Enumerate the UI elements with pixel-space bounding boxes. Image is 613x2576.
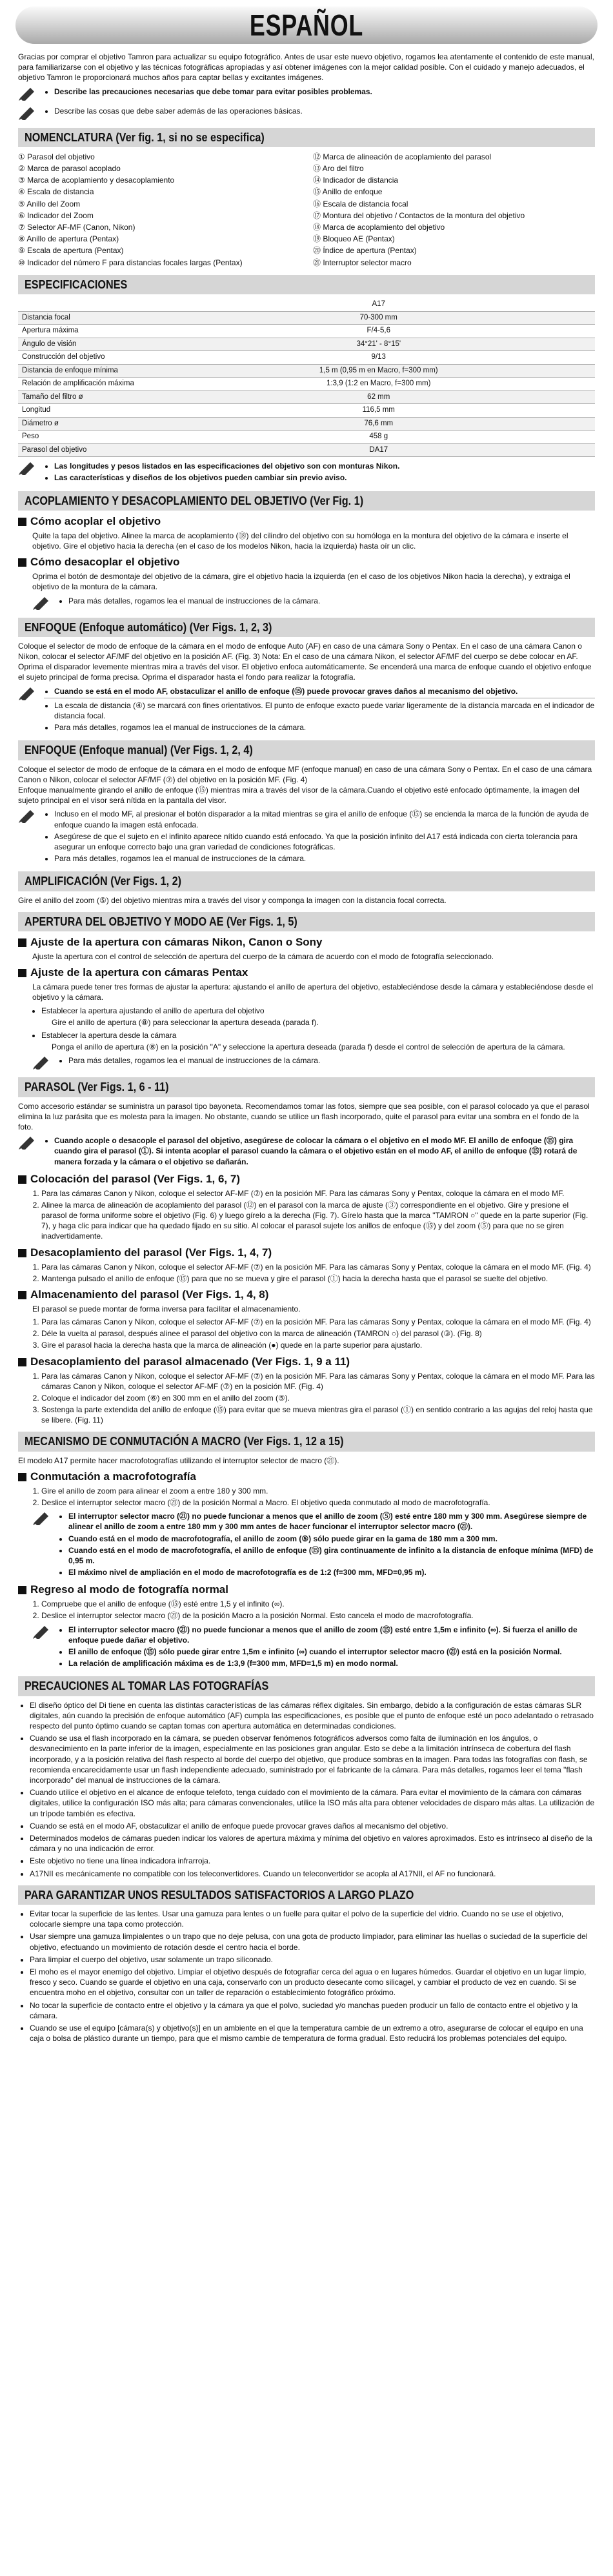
step-item: 1. Gire el anillo de zoom para alinear el zoom a entre 180 y 300 mm. (41, 1486, 595, 1496)
pen-icon (18, 461, 40, 476)
nomenclature-item: ⑲ Bloqueo AE (Pentax) (313, 234, 395, 244)
body-text: Oprima el botón de desmontaje del objetivo de la cámara, gire el objetivo hacia la izquierda (en el caso de los objetivos Nikon hacia la derecha), y extraiga el objetivo de la montura de la cámara. (32, 572, 570, 592)
nomenclature-item: ③ Marca de acoplamiento y desacoplamiento (18, 176, 175, 185)
mf-note (18, 809, 595, 865)
longterm-list (18, 1909, 595, 2044)
nomenclature-item: ⑫ Marca de alineación de acoplamiento del parasol (313, 152, 492, 161)
nomenclature-list (18, 151, 595, 269)
note-item: • El interruptor selector macro (㉑) no puede funcionar a menos que el anillo de zoom (⑮) esté entre 1,5m e infinito (∞). Si fuerza el anillo de enfoque puede dañar el objetivo. (68, 1625, 595, 1645)
nomenclature-item: ⑯ Escala de distancia focal (313, 199, 408, 208)
section-heading: MECANISMO DE CONMUTACIÓN A MACRO (Ver Figs. 1, 12 a 15) (18, 1432, 595, 1451)
pen-icon (32, 596, 54, 611)
spec-value: DA17 (163, 443, 596, 457)
body-text: Coloque el selector de modo de enfoque de la cámara en el modo de enfoque Auto (AF) en caso de una cámara Sony o Pentax. En el caso de una cámara Canon o Nikon, colocar el selector AF/MF del objetivo en la posición AF. (Fig. 3) Nota: En el caso de una cámara Nikon, el selector AF/MF del cuerpo se debe colocar en AF. Oprima el disparador levemente mientras mira a través del visor. El objetivo enfoca automáticamente. Se encenderá una marca de enfoque cuando el objetivo enfoque el sujeto principal de forma precisa. Oprima el disparador hasta el fondo para realizar la fotografía. (18, 641, 592, 682)
table-row (18, 417, 595, 431)
pen-icon (18, 809, 40, 824)
specs-note (18, 461, 595, 484)
table-row (18, 390, 595, 404)
nomenclature-item: ⑩ Indicador del número F para distancias focales largas (Pentax) (18, 258, 243, 267)
note-item: • El interruptor selector macro (㉑) no puede funcionar a menos que el anillo de zoom (⑤) esté entre 180 mm y 300 mm. Asegúrese siempre de alinear el anillo de zoom a entre 180 mm y 300 mm antes de hacer funcionar el interruptor selector macro (㉑). (68, 1511, 595, 1532)
spec-value: 76,6 mm (163, 417, 596, 431)
nomenclature-item: ⑱ Marca de acoplamiento del objetivo (313, 222, 445, 232)
section-heading: APERTURA DEL OBJETIVO Y MODO AE (Ver Figs. 1, 5) (18, 912, 595, 931)
nomenclature-item: ⑬ Aro del filtro (313, 164, 364, 174)
pen-icon (32, 1055, 54, 1071)
body-text: Ajuste la apertura con el control de selección de apertura del cuerpo de la cámara de acuerdo con el modo de fotografía seleccionado. (32, 952, 494, 962)
list-item: • Usar siempre una gamuza limpialentes o un trapo que no deje pelusa, con una gota de producto limpiador, para eliminar las huellas o suciedad de la superficie del objetivo, efectuando un movimiento de rotación desde el centro hacia el borde. (30, 1931, 595, 1952)
nomenclature-item: ⑤ Anillo del Zoom (18, 199, 81, 208)
pen-icon (32, 1625, 54, 1640)
note-item: • Las longitudes y pesos listados en las especificaciones del objetivo son con monturas Nikon. (54, 461, 595, 471)
spec-label: Diámetro ø (18, 417, 163, 431)
list-item: • A17NII es mecánicamente no compatible con los teleconvertidores. Cuando un teleconvertidor se acopla al A17NII, el AF no funcionará. (30, 1869, 595, 1879)
note-item: • Cuando se está en el modo AF, obstaculizar el anillo de enfoque (⑮) puede provocar graves daños al mecanismo del objetivo. (54, 686, 595, 696)
section-heading: ENFOQUE (Enfoque manual) (Ver Figs. 1, 2, 4) (18, 740, 595, 760)
body-text: El parasol se puede montar de forma inversa para facilitar el almacenamiento. (32, 1304, 301, 1313)
note-item: • Asegúrese de que el sujeto en el infinito aparece nítido cuando está enfocado. Ya que la posición infinito del A17 está indicada con cierta tolerancia para asegurar un enfoque correcto bajo una gran variedad de condiciones fotográficas. (54, 831, 595, 852)
body-text: Gire el anillo del zoom (⑤) del objetivo mientras mira a través del visor y componga la imagen con la distancia focal correcta. (18, 895, 447, 905)
note-item: • Describe las precauciones necesarias que debe tomar para evitar posibles problemas. (54, 86, 595, 97)
spec-value: 116,5 mm (163, 404, 596, 418)
note-item: • Para más detalles, rogamos lea el manual de instrucciones de la cámara. (68, 596, 595, 606)
spec-label: Tamaño del filtro ø (18, 390, 163, 404)
intro-text: Gracias por comprar el objetivo Tamron para actualizar su equipo fotográfico. Antes de usar este nuevo objetivo, rogamos lea atentamente el contenido de este manual, para familiarizarse con el objetivo y las técnicas fotográficas apropiadas y así obtener imágenes con la mejor calidad posible. Con el cuidado y manejo adecuados, el objetivo Tamron le proporcionará muchos años para captar bellas y excitantes imágenes. (18, 52, 594, 83)
nomenclature-item: ① Parasol del objetivo (18, 152, 95, 161)
spec-label: Peso (18, 431, 163, 444)
spec-label: Distancia de enfoque mínima (18, 364, 163, 378)
list-item: • Evitar tocar la superficie de las lentes. Usar una gamuza para lentes o un fuelle para quitar el polvo de la superficie del vidrio. Cuando no se use el objetivo, colocarle siempre una tapa como protección. (30, 1909, 595, 1929)
subsection-heading: Almacenamiento del parasol (Ver Figs. 1, 4, 8) (18, 1288, 595, 1303)
page-title: ESPAÑOL (249, 8, 364, 42)
spec-value: 1,5 m (0,95 m en Macro, f=300 mm) (163, 364, 596, 378)
list-item: • Cuando utilice el objetivo en el alcance de enfoque telefoto, tenga cuidado con el movimiento de la cámara. Para evitar el movimiento de la cámara con cámaras digitales, utilice la configuración ISO más alta; para cámaras convencionales, utilice la ISO más alta para obtener velocidades de disparo más altas. La utilización de un trípode también es efectiva. (30, 1787, 595, 1819)
spec-value: F/4-5,6 (163, 325, 596, 338)
table-row (18, 364, 595, 378)
spec-value: 70-300 mm (163, 311, 596, 325)
spec-label: Longitud (18, 404, 163, 418)
spec-value: 62 mm (163, 390, 596, 404)
note-item: • Para más detalles, rogamos lea el manual de instrucciones de la cámara. (54, 853, 595, 864)
note-item: • Incluso en el modo MF, al presionar el botón disparador a la mitad mientras se gira el anillo de enfoque (⑮) se encienda la marca de la función de ayuda de enfoque cuando la imagen está enfocada. (54, 809, 595, 829)
table-row (18, 404, 595, 418)
section-heading: ENFOQUE (Enfoque automático) (Ver Figs. 1, 2, 3) (18, 618, 595, 637)
spec-model: A17 (163, 298, 596, 311)
list-item: • Cuando se está en el modo AF, obstaculizar el anillo de enfoque puede provocar graves daños al mecanismo del objetivo. (30, 1821, 595, 1831)
spec-label: Construcción del objetivo (18, 351, 163, 365)
body-text: Gire el anillo de apertura (⑧) para seleccionar la apertura deseada (parada f). (52, 1017, 319, 1027)
spec-value: 34°21' - 8°15' (163, 338, 596, 351)
list-item: • Para limpiar el cuerpo del objetivo, usar solamente un trapo siliconado. (30, 1954, 595, 1965)
subsection-heading: Regreso al modo de fotografía normal (18, 1583, 595, 1597)
table-row (18, 325, 595, 338)
subsection-heading: Desacoplamiento del parasol almacenado (Ver Figs. 1, 9 a 11) (18, 1355, 595, 1370)
note-item: • La escala de distancia (④) se marcará con fines orientativos. El punto de enfoque exacto puede variar ligeramente de la distancia marcada en el indicador de distancia focal. (54, 700, 595, 721)
spec-value: 1:3,9 (1:2 en Macro, f=300 mm) (163, 378, 596, 391)
note-item: • Para más detalles, rogamos lea el manual de instrucciones de la cámara. (68, 1055, 595, 1066)
nomenclature-item: ⑥ Indicador del Zoom (18, 210, 94, 220)
section-heading: NOMENCLATURA (Ver fig. 1, si no se especifica) (18, 128, 595, 147)
list-item: • Establecer la apertura desde la cámara (41, 1030, 595, 1040)
list-item: • Cuando se usa el flash incorporado en la cámara, se pueden observar fenómenos fotográficos adversos como falta de iluminación en los ángulos, o desvanecimiento en la parte inferior de la imagen, especialmente en las posiciones gran angular. Esto se debe a la limitación intrínseca de cobertura del flash incorporado, y a la posición relativa del flash respecto al borde del cuerpo del objetivo, que produce sombras en la imagen. Para todas las fotografías con flash, se recomienda encarecidamente usar un flash independiente adecuado, suministrado por el fabricante de la cámara. Para más detalles, rogamos leer el tema "flash incorporado" del manual de instrucciones de la cámara. (30, 1733, 595, 1785)
note-item: • La relación de amplificación máxima es de 1:3,9 (f=300 mm, MFD=1,5 m) en modo normal. (68, 1658, 595, 1668)
af-note (18, 686, 595, 735)
section-heading: ESPECIFICACIONES (18, 275, 595, 294)
step-item: 1. Para las cámaras Canon y Nikon, coloque el selector AF-MF (⑦) en la posición MF. Para las cámaras Sony y Pentax, coloque la cámara en el modo MF. Para las cámaras Canon y Nikon, coloque el selector AF-MF (⑦) en la posición MF. (Fig. 4) (41, 1371, 595, 1392)
note-item: • Las características y diseños de los objetivos pueden cambiar sin previo aviso. (54, 472, 595, 483)
pen-icon (18, 1135, 40, 1151)
step-item: 3. Sostenga la parte extendida del anillo de enfoque (⑮) para evitar que se mueva mientras gira el parasol (①) en sentido contrario a las agujas del reloj hasta que se libere. (Fig. 11) (41, 1405, 595, 1425)
nomenclature-item: ㉑ Interruptor selector macro (313, 258, 412, 267)
section-heading: AMPLIFICACIÓN (Ver Figs. 1, 2) (18, 871, 595, 891)
step-item: 2. Alinee la marca de alineación de acoplamiento del parasol (⑫) en el parasol con la marca de ajuste (③) correspondiente en el objetivo. Gire y presione el parasol de forma uniforme sobre el objetivo (Fig. 6) y luego gírelo a la derecha (Fig. 7). Gírelo hasta que la marca "TAMRON ○" quede en la parte superior (Fig. 7), y haga clic para indicar que ha quedado fijado en su sitio. Al colocar el parasol sujete los anillos de enfoque (⑮) y del zoom (⑤) para que no se giren inadvertidamente. (41, 1200, 595, 1242)
nomenclature-item: ④ Escala de distancia (18, 187, 94, 197)
spec-label: Apertura máxima (18, 325, 163, 338)
content (0, 52, 613, 2044)
step-item: 2. Deslice el interruptor selector macro (㉑) de la posición Normal a Macro. El objetivo queda conmutado al modo de macrofotografía. (41, 1497, 595, 1508)
body-text: El modelo A17 permite hacer macrofotografías utilizando el interruptor selector de macro (㉑). (18, 1455, 339, 1465)
nomenclature-item: ⑭ Indicador de distancia (313, 176, 399, 185)
spec-label: Parasol del objetivo (18, 443, 163, 457)
body-text: Ponga el anillo de apertura (⑧) en la posición "A" y seleccione la apertura deseada (parada f) desde el control de selección de apertura de la cámara. (52, 1042, 565, 1052)
title-banner (15, 6, 598, 44)
list-item: • Establecer la apertura ajustando el anillo de apertura del objetivo (41, 1006, 595, 1016)
precautions-list (18, 1700, 595, 1879)
nomenclature-item: ⑮ Anillo de enfoque (313, 187, 383, 197)
macro-warning (18, 1511, 595, 1579)
macro-warning (18, 1625, 595, 1670)
body-text: Coloque el selector de modo de enfoque de la cámara en el modo de enfoque MF (enfoque manual) en caso de una cámara Sony o Pentax. En el caso de una cámara Canon o Nikon, colocar el selector AF/MF (⑦) del objetivo en la posición MF. (Fig. 4) Enfoque manualmente girando el anillo de enfoque (⑮) mientras mira a través del visor de la cámara.Cuando el objetivo esté enfocado óptimamente, la imagen del sujeto principal en el visor será nítida en la pantalla del visor. (18, 764, 592, 806)
spec-label: Distancia focal (18, 311, 163, 325)
table-row (18, 338, 595, 351)
table-row (18, 351, 595, 365)
section-heading: PRECAUCIONES AL TOMAR LAS FOTOGRAFÍAS (18, 1676, 595, 1696)
subsection-heading: Cómo acoplar el objetivo (18, 514, 595, 529)
body-text: Quite la tapa del objetivo. Alinee la marca de acoplamiento (⑱) del cilindro del objetivo con su homóloga en la montura del objetivo de la cámara e inserte el objetivo. Gire el objetivo hacia la derecha (en el caso de los modelos Nikon, hacia la izquierda) hasta oír un clic. (32, 531, 568, 551)
step-item: 2. Coloque el indicador del zoom (⑥) en 300 mm en el anillo del zoom (⑤). (41, 1393, 595, 1403)
step-item: 1. Para las cámaras Canon y Nikon, coloque el selector AF-MF (⑦) en la posición MF. Para las cámaras Sony y Pentax, coloque la cámara en el modo MF. (Fig. 4) (41, 1317, 595, 1327)
list-item: • Este objetivo no tiene una línea indicadora infrarroja. (30, 1856, 595, 1866)
list-item: • El moho es el mayor enemigo del objetivo. Limpiar el objetivo después de fotografiar cerca del agua o en lugares húmedos. Guardar el objetivo en un lugar limpio, fresco y seco. Cuando se guarde el objetivo en una caja, conservarlo con un producto desecante como silicagel, y cambiar el producto de vez en cuando. Si se encuentra moho en el objetivo, consultar con un taller de reparación o establecimiento fotográfico próximo. (30, 1967, 595, 1998)
note-item: • Cuando está en el modo de macrofotografía, el anillo de zoom (⑤) sólo puede girar en la gama de 180 mm a 300 mm. (68, 1534, 595, 1544)
note-item: • Cuando acople o desacople el parasol del objetivo, asegúrese de colocar la cámara o el objetivo en el modo MF. El anillo de enfoque (⑮) gira cuando gira el parasol (①). Si intenta acoplar el parasol cuando la cámara o el objetivo están en el modo AF, el anillo de enfoque (⑮) rotará de manera forzada y la cámara o el objetivo se dañarán. (54, 1135, 595, 1167)
list-item: • No tocar la superficie de contacto entre el objetivo y la cámara ya que el polvo, suciedad y/o manchas pueden producir un fallo de contacto entre el objetivo y la cámara. (30, 2000, 595, 2021)
subsection-heading: Ajuste de la apertura con cámaras Nikon, Canon o Sony (18, 935, 595, 950)
note-item: • El anillo de enfoque (⑮) sólo puede girar entre 1,5m e infinito (∞) cuando el interruptor selector macro (㉑) está en la posición Normal. (68, 1647, 595, 1657)
table-row (18, 378, 595, 391)
pen-icon (18, 106, 40, 121)
section-heading: PARA GARANTIZAR UNOS RESULTADOS SATISFACTORIOS A LARGO PLAZO (18, 1885, 595, 1905)
nomenclature-item: ⑰ Montura del objetivo / Contactos de la montura del objetivo (313, 210, 525, 220)
section-heading: ACOPLAMIENTO Y DESACOPLAMIENTO DEL OBJETIVO (Ver Fig. 1) (18, 491, 595, 511)
pen-icon (18, 686, 40, 702)
section-heading: PARASOL (Ver Figs. 1, 6 - 11) (18, 1077, 595, 1097)
spec-value: 9/13 (163, 351, 596, 365)
body-text: Como accesorio estándar se suministra un parasol tipo bayoneta. Recomendamos tomar las fotos, siempre que sea posible, con el parasol colocado ya que el parasol elimina la luz parásita que es molesta para la imagen. No obstante, cuando se utilice un flash incorporado, quite el parasol para evitar una sombra en el fondo de la foto. (18, 1101, 590, 1131)
list-item: • Determinados modelos de cámaras pueden indicar los valores de apertura máxima y mínima del objetivo en valores aproximados. Esto es intrínseco al diseño de la cámara y no una indicación de error. (30, 1833, 595, 1854)
subsection-heading: Desacoplamiento del parasol (Ver Figs. 1, 4, 7) (18, 1246, 595, 1261)
step-item: 1. Compruebe que el anillo de enfoque (⑮) esté entre 1,5 y el infinito (∞). (41, 1599, 595, 1609)
note-item: • Cuando está en el modo de macrofotografía, el anillo de enfoque (⑮) gira continuamente de infinito a la distancia de enfoque mínima (MFD) de 0,95 m. (68, 1545, 595, 1566)
aperture-note (18, 1055, 595, 1071)
step-item: 3. Gire el parasol hacia la derecha hasta que la marca de alineación (●) quede en la parte superior para ajustarlo. (41, 1340, 595, 1350)
hood-warning (18, 1135, 595, 1168)
nomenclature-item: ⑧ Anillo de apertura (Pentax) (18, 234, 119, 244)
step-item: 1. Para las cámaras Canon y Nikon, coloque el selector AF-MF (⑦) en la posición MF. Para las cámaras Sony y Pentax, coloque la cámara en el modo MF. (41, 1188, 595, 1199)
body-text: La cámara puede tener tres formas de ajustar la apertura: ajustando el anillo de apertura del objetivo, estableciéndose desde la cámara y estableciéndose desde el objetivo y la cámara. (32, 982, 594, 1002)
table-row (18, 443, 595, 457)
table-row (18, 311, 595, 325)
list-item: • Cuando se use el equipo [cámara(s) y objetivo(s)] en un ambiente en el que la temperatura cambie de un extremo a otro, asegurarse de colocar el equipo en una caja o bolsa de plástico durante un tiempo, para que el mismo cambie de temperatura de forma gradual. Esto reducirá los problemas potenciales del equipo. (30, 2023, 595, 2044)
nomenclature-item: ⑦ Selector AF-MF (Canon, Nikon) (18, 222, 136, 232)
spec-label: Ángulo de visión (18, 338, 163, 351)
step-item: 2. Deslice el interruptor selector macro (㉑) de la posición Macro a la posición Normal. Esto cancela el modo de macrofotografía. (41, 1610, 595, 1621)
note-item: • Para más detalles, rogamos lea el manual de instrucciones de la cámara. (54, 722, 595, 733)
spec-value: 458 g (163, 431, 596, 444)
info-note (18, 106, 595, 121)
subsection-heading: Conmutación a macrofotografía (18, 1470, 595, 1485)
caution-note (18, 86, 595, 102)
subsection-heading: Cómo desacoplar el objetivo (18, 555, 595, 570)
step-item: 1. Para las cámaras Canon y Nikon, coloque el selector AF-MF (⑦) en la posición MF. Para las cámaras Sony y Pentax, coloque la cámara en el modo MF. (Fig. 4) (41, 1262, 595, 1272)
step-item: 2. Mantenga pulsado el anillo de enfoque (⑮) para que no se mueva y gire el parasol (①) hacia la derecha hasta que el parasol se suelte del objetivo. (41, 1273, 595, 1284)
subsection-heading: Colocación del parasol (Ver Figs. 1, 6, 7) (18, 1172, 595, 1187)
mount-note (18, 596, 595, 611)
nomenclature-item: ⑳ Índice de apertura (Pentax) (313, 246, 417, 256)
note-item: • Describe las cosas que debe saber además de las operaciones básicas. (54, 106, 595, 116)
nomenclature-item: ⑨ Escala de apertura (Pentax) (18, 246, 124, 256)
pen-icon (32, 1511, 54, 1526)
spec-label: Relación de amplificación máxima (18, 378, 163, 391)
subsection-heading: Ajuste de la apertura con cámaras Pentax (18, 966, 595, 980)
pen-icon (18, 86, 40, 102)
note-item: • El máximo nivel de ampliación en el modo de macrofotografía es de 1:2 (f=300 mm, MFD=0,95 m). (68, 1567, 595, 1577)
specs-table (18, 298, 595, 457)
table-row (18, 431, 595, 444)
list-item: • El diseño óptico del Di tiene en cuenta las distintas características de las cámaras réflex digitales. Sin embargo, debido a la configuración de estas cámaras SLR digitales, aún cuando la precisión de enfoque automático (AF) cumpla las especificaciones, es posible que el punto de enfoque esté un poco adelantado o retrasado respecto del punto óptimo cuando se captan tomas con apertura automática en determinadas condiciones. (30, 1700, 595, 1732)
nomenclature-item: ② Marca de parasol acoplado (18, 164, 121, 174)
step-item: 2. Déle la vuelta al parasol, después alinee el parasol del objetivo con la marca de alineación (TAMRON ○) del parasol (③). (Fig. 8) (41, 1328, 595, 1339)
